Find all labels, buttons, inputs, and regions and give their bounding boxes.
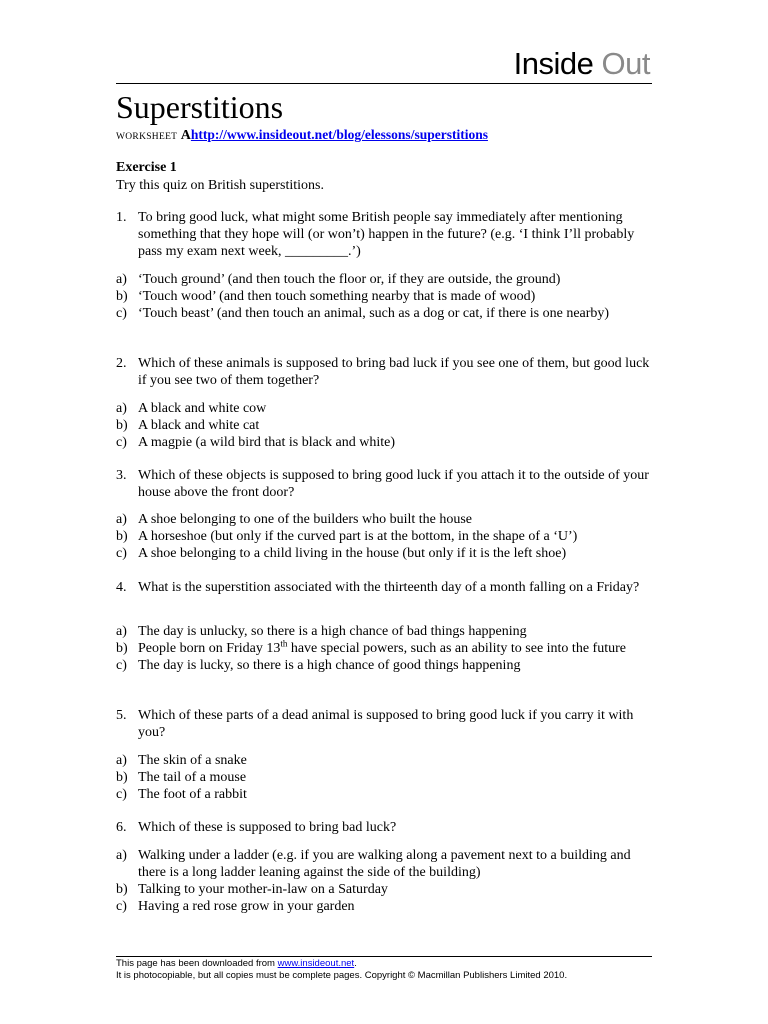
- question-text: To bring good luck, what might some British people say immediately after mentioning something that they hope will (or won’t) happen in the future? (e.g. ‘I think I’ll probably pass my exam next week, _________.’): [138, 210, 635, 259]
- option-c: [116, 545, 656, 562]
- option-b: [116, 640, 656, 657]
- exercise-title: Exercise 1: [116, 160, 177, 175]
- option-text: The day is lucky, so there is a high chance of good things happening: [138, 658, 521, 673]
- brand-inside: Inside: [513, 46, 594, 81]
- option-text: ‘Touch beast’ (and then touch an animal, such as a dog or cat, if there is one nearby): [138, 306, 610, 321]
- option-letter: c): [116, 658, 127, 673]
- question-number: 4.: [116, 580, 127, 595]
- option-text: ‘Touch ground’ (and then touch the floor or, if they are outside, the ground): [138, 272, 561, 287]
- option-b: [116, 288, 656, 305]
- option-letter: b): [116, 289, 128, 304]
- option-a: [116, 271, 656, 288]
- option-text: A shoe belonging to one of the builders who built the house: [138, 512, 473, 527]
- option-letter: b): [116, 770, 128, 785]
- footer-text: .: [354, 958, 357, 969]
- worksheet-subtitle: [116, 126, 488, 146]
- question-2: [116, 355, 656, 389]
- option-letter: b): [116, 641, 128, 656]
- page-title: Superstitions: [116, 89, 284, 125]
- question-number: 6.: [116, 820, 127, 835]
- footer-line-1: [116, 958, 567, 970]
- question-3: [116, 467, 656, 501]
- option-text: Talking to your mother-in-law on a Saturday: [138, 882, 388, 897]
- option-letter: b): [116, 529, 128, 544]
- option-c: [116, 898, 656, 915]
- option-c: [116, 657, 656, 674]
- lesson-url-link[interactable]: http://www.insideout.net/blog/elessons/superstitions: [190, 127, 488, 142]
- question-text: Which of these is supposed to bring bad luck?: [138, 820, 397, 835]
- option-letter: a): [116, 272, 127, 287]
- option-c: [116, 786, 656, 803]
- option-letter: b): [116, 418, 128, 433]
- footer-text: This page has been downloaded from: [116, 958, 278, 969]
- question-3-options: [116, 511, 656, 562]
- option-text: A magpie (a wild bird that is black and white): [138, 435, 395, 450]
- footer-divider: [116, 956, 652, 957]
- option-letter: c): [116, 546, 127, 561]
- option-letter: c): [116, 435, 127, 450]
- question-text: Which of these animals is supposed to bring bad luck if you see one of them, but good luck if you see two of them together?: [138, 356, 650, 388]
- option-b: [116, 881, 656, 898]
- question-number: 3.: [116, 468, 127, 483]
- footer-line-2: It is photocopiable, but all copies must be complete pages. Copyright © Macmillan Publishers Limited 2010.: [116, 969, 568, 981]
- option-a: [116, 847, 656, 881]
- question-text: What is the superstition associated with the thirteenth day of a month falling on a Friday?: [138, 580, 640, 595]
- question-text: Which of these objects is supposed to bring good luck if you attach it to the outside of your house above the front door?: [138, 468, 649, 500]
- option-c: [116, 305, 656, 322]
- option-text-part: People born on Friday 13: [138, 641, 281, 656]
- question-4-options: [116, 623, 656, 674]
- option-letter: a): [116, 401, 127, 416]
- option-letter: b): [116, 882, 128, 897]
- option-a: [116, 511, 656, 528]
- option-letter: a): [116, 753, 127, 768]
- ordinal-suffix: th: [280, 638, 288, 649]
- question-4: [116, 579, 656, 596]
- option-text-part: have special powers, such as an ability to see into the future: [287, 641, 626, 656]
- brand-logo: [514, 44, 650, 84]
- option-letter: c): [116, 899, 127, 914]
- option-a: [116, 623, 656, 640]
- brand-out: Out: [601, 46, 650, 81]
- footer: [116, 958, 567, 981]
- option-text: [138, 640, 656, 657]
- option-text: The foot of a rabbit: [138, 787, 247, 802]
- option-b: [116, 528, 656, 545]
- worksheet-label: WORKSHEET: [116, 132, 178, 142]
- exercise-instruction: Try this quiz on British superstitions.: [116, 178, 324, 193]
- header-divider: [116, 83, 652, 84]
- option-text: The day is unlucky, so there is a high chance of bad things happening: [138, 624, 527, 639]
- option-a: [116, 400, 656, 417]
- question-1-options: [116, 271, 656, 322]
- option-text: Walking under a ladder (e.g. if you are walking along a pavement next to a building and there is a long ladder leaning against the side of the building): [138, 848, 631, 880]
- option-text: Having a red rose grow in your garden: [138, 899, 355, 914]
- option-c: [116, 434, 656, 451]
- option-b: [116, 417, 656, 434]
- option-text: The skin of a snake: [138, 753, 247, 768]
- option-text: The tail of a mouse: [138, 770, 247, 785]
- worksheet-letter: A: [180, 128, 191, 143]
- option-text: A black and white cow: [138, 401, 267, 416]
- question-number: 1.: [116, 210, 127, 225]
- option-text: A shoe belonging to a child living in the house (but only if it is the left shoe): [138, 546, 567, 561]
- question-number: 5.: [116, 708, 127, 723]
- footer-link[interactable]: www.insideout.net: [277, 958, 355, 969]
- option-text: A horseshoe (but only if the curved part is at the bottom, in the shape of a ‘U’): [138, 529, 578, 544]
- option-letter: c): [116, 306, 127, 321]
- question-5: [116, 707, 656, 741]
- question-5-options: [116, 752, 656, 803]
- option-letter: a): [116, 512, 127, 527]
- question-text: Which of these parts of a dead animal is supposed to bring good luck if you carry it with you?: [138, 708, 634, 740]
- option-text: A black and white cat: [138, 418, 260, 433]
- question-6-options: [116, 847, 656, 915]
- option-letter: a): [116, 624, 127, 639]
- question-1: [116, 209, 656, 260]
- option-letter: c): [116, 787, 127, 802]
- option-b: [116, 769, 656, 786]
- question-6: [116, 819, 656, 836]
- option-a: [116, 752, 656, 769]
- question-number: 2.: [116, 356, 127, 371]
- option-text: ‘Touch wood’ (and then touch something nearby that is made of wood): [138, 289, 536, 304]
- question-2-options: [116, 400, 656, 451]
- option-letter: a): [116, 848, 127, 863]
